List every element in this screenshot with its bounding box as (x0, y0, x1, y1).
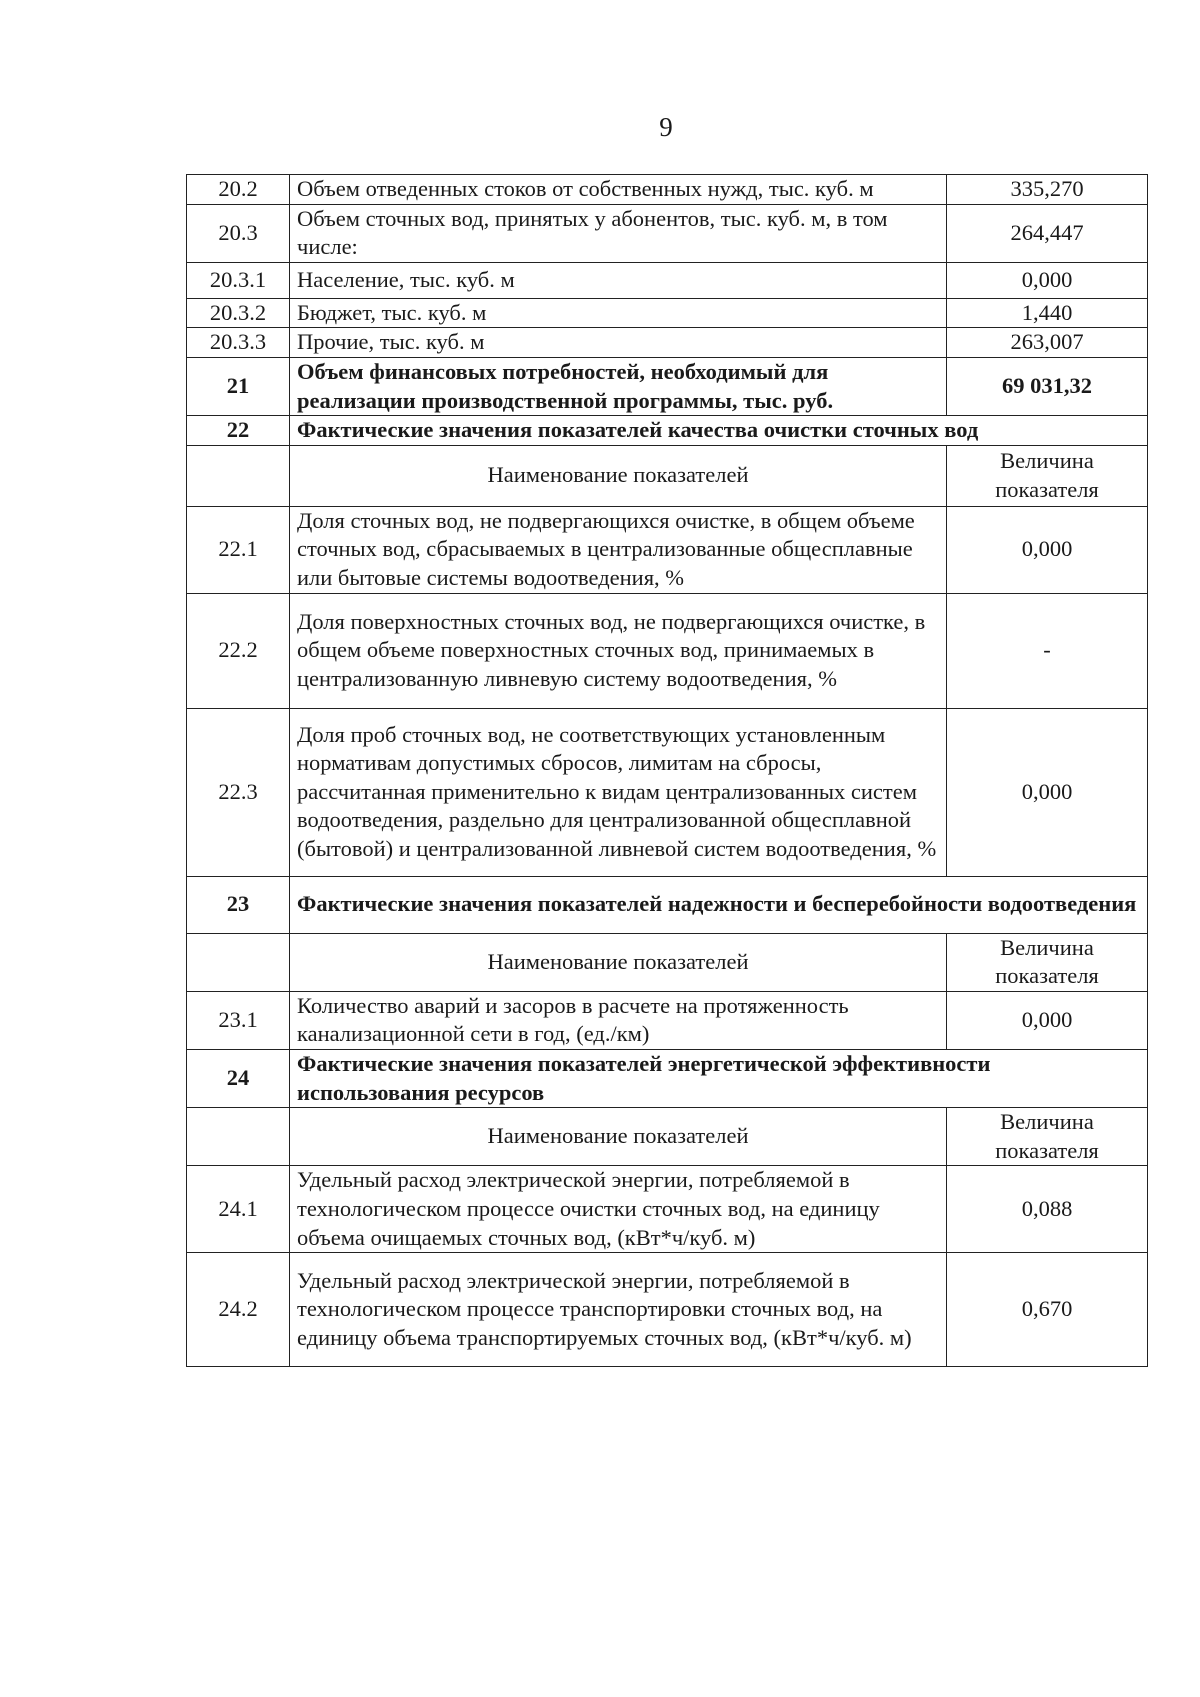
indicators-table (186, 174, 1148, 1367)
indicator-value: 69 031,32 (947, 357, 1148, 415)
indicator-name: Бюджет, тыс. куб. м (290, 298, 947, 328)
section-row (187, 1049, 1148, 1107)
indicator-value: 1,440 (947, 298, 1148, 328)
column-header-row (187, 1108, 1148, 1166)
indicators-table-body (187, 175, 1148, 1367)
table-row (187, 708, 1148, 876)
table-row (187, 175, 1148, 205)
table-row (187, 357, 1148, 415)
row-number: 22.2 (187, 593, 290, 708)
row-number: 24.1 (187, 1166, 290, 1253)
indicator-name: Объем отведенных стоков от собственных нужд, тыс. куб. м (290, 175, 947, 205)
row-number: 20.2 (187, 175, 290, 205)
row-number: 21 (187, 357, 290, 415)
header-indicator-name: Наименование показателей (290, 933, 947, 991)
indicator-name: Доля сточных вод, не подвергающихся очистке, в общем объеме сточных вод, сбрасываемых в централизованные общесплавные или бытовые системы водоотведения, % (290, 506, 947, 593)
table-row (187, 262, 1148, 298)
indicator-name: Население, тыс. куб. м (290, 262, 947, 298)
table-row (187, 1166, 1148, 1253)
indicator-value: 263,007 (947, 328, 1148, 358)
section-number: 22 (187, 416, 290, 446)
indicator-value: 0,670 (947, 1253, 1148, 1367)
table-row (187, 298, 1148, 328)
row-number: 24.2 (187, 1253, 290, 1367)
header-indicator-value: Величина показателя (947, 445, 1148, 506)
table-row (187, 506, 1148, 593)
indicator-value: - (947, 593, 1148, 708)
section-row (187, 416, 1148, 446)
indicator-value: 0,000 (947, 991, 1148, 1049)
indicator-value: 0,000 (947, 262, 1148, 298)
indicator-value: 335,270 (947, 175, 1148, 205)
indicator-value: 0,088 (947, 1166, 1148, 1253)
section-row (187, 876, 1148, 933)
row-number: 20.3.3 (187, 328, 290, 358)
row-number: 20.3.1 (187, 262, 290, 298)
header-empty-cell (187, 1108, 290, 1166)
header-indicator-value: Величина показателя (947, 933, 1148, 991)
header-empty-cell (187, 933, 290, 991)
indicator-name: Удельный расход электрической энергии, потребляемой в технологическом процессе транспортировки сточных вод, на единицу объема транспортируемых сточных вод, (кВт*ч/куб. м) (290, 1253, 947, 1367)
section-title: Фактические значения показателей качества очистки сточных вод (290, 416, 1148, 446)
column-header-row (187, 445, 1148, 506)
indicator-name: Объем финансовых потребностей, необходимый для реализации производственной программы, тыс. руб. (290, 357, 947, 415)
row-number: 22.3 (187, 708, 290, 876)
column-header-row (187, 933, 1148, 991)
header-empty-cell (187, 445, 290, 506)
row-number: 20.3 (187, 204, 290, 262)
indicator-name: Прочие, тыс. куб. м (290, 328, 947, 358)
table-row (187, 328, 1148, 358)
indicator-value: 264,447 (947, 204, 1148, 262)
indicator-name: Количество аварий и засоров в расчете на протяженность канализационной сети в год, (ед./км) (290, 991, 947, 1049)
table-row (187, 204, 1148, 262)
table-row (187, 991, 1148, 1049)
indicator-name: Объем сточных вод, принятых у абонентов, тыс. куб. м, в том числе: (290, 204, 947, 262)
header-indicator-name: Наименование показателей (290, 445, 947, 506)
indicator-name: Удельный расход электрической энергии, потребляемой в технологическом процессе очистки сточных вод, на единицу объема очищаемых сточных вод, (кВт*ч/куб. м) (290, 1166, 947, 1253)
table-row (187, 1253, 1148, 1367)
page-number: 9 (659, 112, 673, 142)
indicator-name: Доля поверхностных сточных вод, не подвергающихся очистке, в общем объеме поверхностных сточных вод, принимаемых в централизованную ливневую систему водоотведения, % (290, 593, 947, 708)
header-indicator-name: Наименование показателей (290, 1108, 947, 1166)
section-number: 24 (187, 1049, 290, 1107)
section-number: 23 (187, 876, 290, 933)
row-number: 20.3.2 (187, 298, 290, 328)
indicator-value: 0,000 (947, 708, 1148, 876)
row-number: 23.1 (187, 991, 290, 1049)
header-indicator-value: Величина показателя (947, 1108, 1148, 1166)
indicator-value: 0,000 (947, 506, 1148, 593)
section-title: Фактические значения показателей надежности и бесперебойности водоотведения (290, 876, 1148, 933)
section-title: Фактические значения показателей энергетической эффективности использования ресурсов (290, 1049, 1148, 1107)
table-row (187, 593, 1148, 708)
indicator-name: Доля проб сточных вод, не соответствующих установленным нормативам допустимых сбросов, лимитам на сбросы, рассчитанная применительно к видам централизованных систем водоотведения, раздельно для централизованной общесплавной (бытовой) и централизованной ливневой систем водоотведения, % (290, 708, 947, 876)
row-number: 22.1 (187, 506, 290, 593)
